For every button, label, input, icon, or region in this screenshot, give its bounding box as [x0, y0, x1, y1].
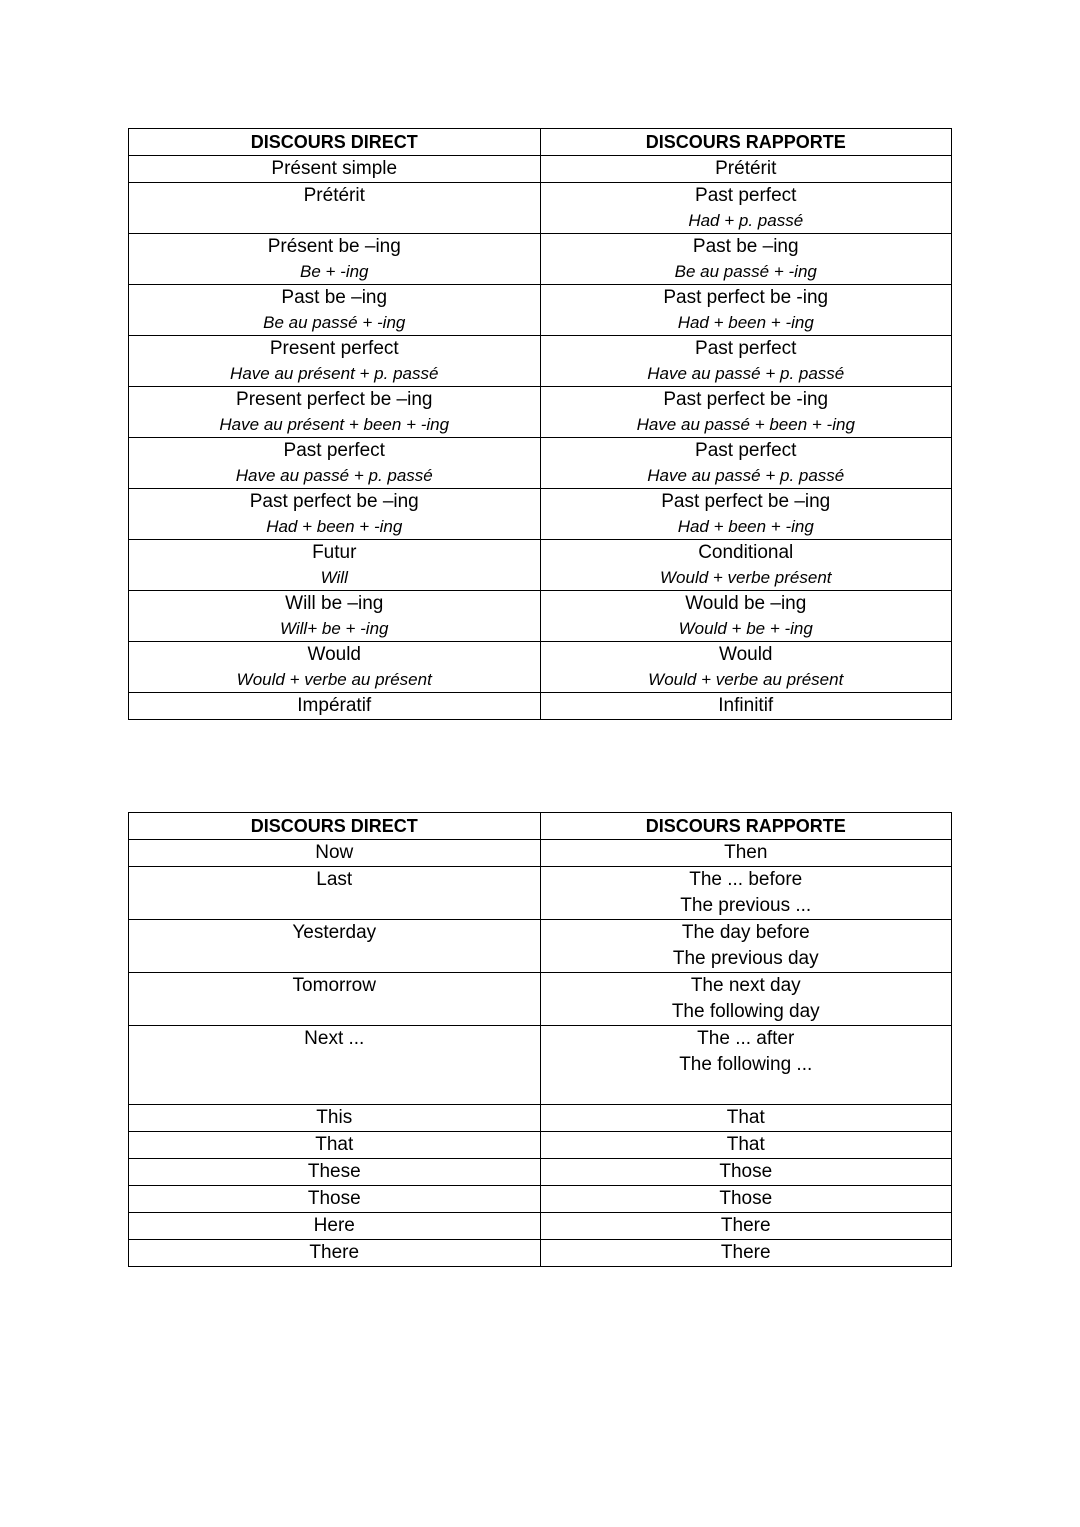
reported-cell: [540, 693, 952, 720]
direct-tense: Présent be –ing: [267, 236, 401, 257]
reported-word: Those: [719, 1161, 773, 1182]
direct-tense: Past perfect: [283, 440, 385, 461]
table-row: [129, 336, 952, 387]
direct-formula: Have au présent + been + -ing: [219, 415, 450, 434]
reported-tense: Would: [718, 644, 773, 665]
direct-tense: Present perfect be –ing: [236, 389, 433, 410]
reported-word: The previous day: [672, 948, 819, 969]
direct-formula: Be + -ing: [299, 262, 369, 281]
table-row: [129, 438, 952, 489]
reported-cell: [540, 1105, 952, 1132]
reported-word: Those: [719, 1188, 773, 1209]
direct-tense: Will be –ing: [285, 593, 384, 614]
table-row: [129, 973, 952, 1026]
direct-cell: [129, 693, 541, 720]
reported-cell: [540, 234, 952, 285]
table-row: [129, 1213, 952, 1240]
header-reported: DISCOURS RAPPORTE: [540, 129, 952, 156]
direct-cell: [129, 183, 541, 234]
direct-tense: Past be –ing: [281, 287, 388, 308]
direct-cell: [129, 234, 541, 285]
reported-formula: Would + verbe présent: [659, 568, 832, 587]
direct-word: These: [307, 1161, 361, 1182]
reported-tense: Conditional: [698, 542, 794, 563]
reported-cell: [540, 920, 952, 973]
table-row: [129, 1240, 952, 1267]
direct-cell: [129, 540, 541, 591]
table-row: [129, 285, 952, 336]
reported-word: The following day: [671, 1001, 820, 1022]
table-row: [129, 1186, 952, 1213]
reported-cell: [540, 591, 952, 642]
direct-word: Now: [315, 842, 354, 863]
direct-word: Last: [316, 869, 353, 890]
direct-cell: [129, 1132, 541, 1159]
table-row: [129, 156, 952, 183]
reported-cell: [540, 1026, 952, 1105]
reported-tense: Prétérit: [715, 158, 777, 179]
reported-cell: [540, 336, 952, 387]
direct-word: That: [315, 1134, 354, 1155]
table-row: [129, 540, 952, 591]
reported-formula: Had + p. passé: [688, 211, 804, 230]
reported-tense: Past perfect: [695, 185, 797, 206]
direct-cell: [129, 1186, 541, 1213]
reported-cell: [540, 840, 952, 867]
table-row: [129, 1026, 952, 1105]
reported-cell: [540, 973, 952, 1026]
reported-tense: Infinitif: [718, 695, 774, 716]
reported-cell: [540, 1240, 952, 1267]
reported-tense: Past perfect: [695, 440, 797, 461]
direct-cell: [129, 156, 541, 183]
table-row: [129, 1159, 952, 1186]
direct-formula: Have au présent + p. passé: [230, 364, 439, 383]
table-row: [129, 591, 952, 642]
reported-formula: Be au passé + -ing: [674, 262, 817, 281]
direct-cell: [129, 285, 541, 336]
direct-tense: Would: [307, 644, 361, 665]
markers-header-row: [129, 813, 952, 840]
direct-cell: [129, 973, 541, 1026]
reported-formula: Would + verbe au présent: [648, 670, 844, 689]
reported-tense: Past perfect be –ing: [661, 491, 831, 512]
reported-word: The ... after: [697, 1028, 795, 1049]
reported-cell: [540, 540, 952, 591]
reported-cell: [540, 183, 952, 234]
reported-cell: [540, 1213, 952, 1240]
reported-formula: Had + been + -ing: [677, 517, 814, 536]
reported-cell: [540, 1186, 952, 1213]
direct-cell: [129, 642, 541, 693]
direct-word: Here: [313, 1215, 355, 1236]
reported-word: The next day: [690, 975, 801, 996]
direct-cell: [129, 1213, 541, 1240]
table-row: [129, 183, 952, 234]
direct-cell: [129, 591, 541, 642]
table-row: [129, 920, 952, 973]
direct-cell: [129, 920, 541, 973]
header-direct: DISCOURS DIRECT: [129, 129, 541, 156]
reported-word: That: [726, 1134, 765, 1155]
reported-cell: [540, 387, 952, 438]
table-row: [129, 693, 952, 720]
direct-word: There: [309, 1242, 360, 1263]
direct-tense: Futur: [312, 542, 357, 563]
direct-cell: [129, 336, 541, 387]
reported-cell: [540, 867, 952, 920]
reported-formula: Have au passé + p. passé: [647, 364, 845, 383]
direct-cell: [129, 1026, 541, 1105]
direct-formula: Had + been + -ing: [266, 517, 403, 536]
direct-cell: [129, 387, 541, 438]
table-row: [129, 387, 952, 438]
reported-tense: Would be –ing: [685, 593, 807, 614]
direct-tense: Impératif: [297, 695, 372, 716]
direct-formula: Will: [320, 568, 348, 587]
direct-cell: [129, 1240, 541, 1267]
reported-word: The previous ...: [680, 895, 812, 916]
tenses-header-row: [129, 129, 952, 156]
reported-formula: Have au passé + p. passé: [647, 466, 845, 485]
direct-cell: [129, 840, 541, 867]
direct-tense: Présent simple: [271, 158, 398, 179]
reported-cell: [540, 642, 952, 693]
reported-cell: [540, 1159, 952, 1186]
table-row: [129, 840, 952, 867]
direct-cell: [129, 489, 541, 540]
reported-cell: [540, 489, 952, 540]
reported-word: That: [726, 1107, 765, 1128]
tenses-table: [128, 128, 952, 720]
reported-cell: [540, 156, 952, 183]
reported-cell: [540, 285, 952, 336]
direct-formula: Have au passé + p. passé: [235, 466, 433, 485]
reported-tense: Past perfect be -ing: [663, 287, 829, 308]
reported-tense: Past perfect be -ing: [663, 389, 829, 410]
header-direct: DISCOURS DIRECT: [129, 813, 541, 840]
reported-word: Then: [724, 842, 768, 863]
reported-word: There: [720, 1215, 771, 1236]
reported-formula: Had + been + -ing: [677, 313, 814, 332]
table-row: [129, 1132, 952, 1159]
direct-cell: [129, 1159, 541, 1186]
direct-tense: Past perfect be –ing: [249, 491, 419, 512]
direct-formula: Would + verbe au présent: [236, 670, 432, 689]
reported-word: The ... before: [689, 869, 803, 890]
direct-cell: [129, 1105, 541, 1132]
direct-formula: Will+ be + -ing: [279, 619, 389, 638]
direct-word: Those: [307, 1188, 361, 1209]
reported-tense: Past perfect: [695, 338, 797, 359]
direct-cell: [129, 438, 541, 489]
table-row: [129, 867, 952, 920]
header-reported: DISCOURS RAPPORTE: [540, 813, 952, 840]
reported-formula: Would + be + -ing: [678, 619, 813, 638]
reported-word: The day before: [681, 922, 810, 943]
reported-cell: [540, 438, 952, 489]
table-row: [129, 234, 952, 285]
direct-formula: Be au passé + -ing: [263, 313, 406, 332]
time-markers-table: [128, 812, 952, 1267]
table-row: [129, 1105, 952, 1132]
direct-word: Next ...: [304, 1028, 365, 1049]
reported-cell: [540, 1132, 952, 1159]
direct-word: This: [316, 1107, 353, 1128]
direct-word: Tomorrow: [292, 975, 376, 996]
table-row: [129, 642, 952, 693]
direct-tense: Prétérit: [303, 185, 365, 206]
direct-word: Yesterday: [292, 922, 377, 943]
reported-word: The following ...: [679, 1054, 813, 1075]
reported-formula: Have au passé + been + -ing: [636, 415, 855, 434]
reported-tense: Past be –ing: [692, 236, 799, 257]
direct-cell: [129, 867, 541, 920]
reported-word: There: [720, 1242, 771, 1263]
table-row: [129, 489, 952, 540]
direct-tense: Present perfect: [269, 338, 399, 359]
